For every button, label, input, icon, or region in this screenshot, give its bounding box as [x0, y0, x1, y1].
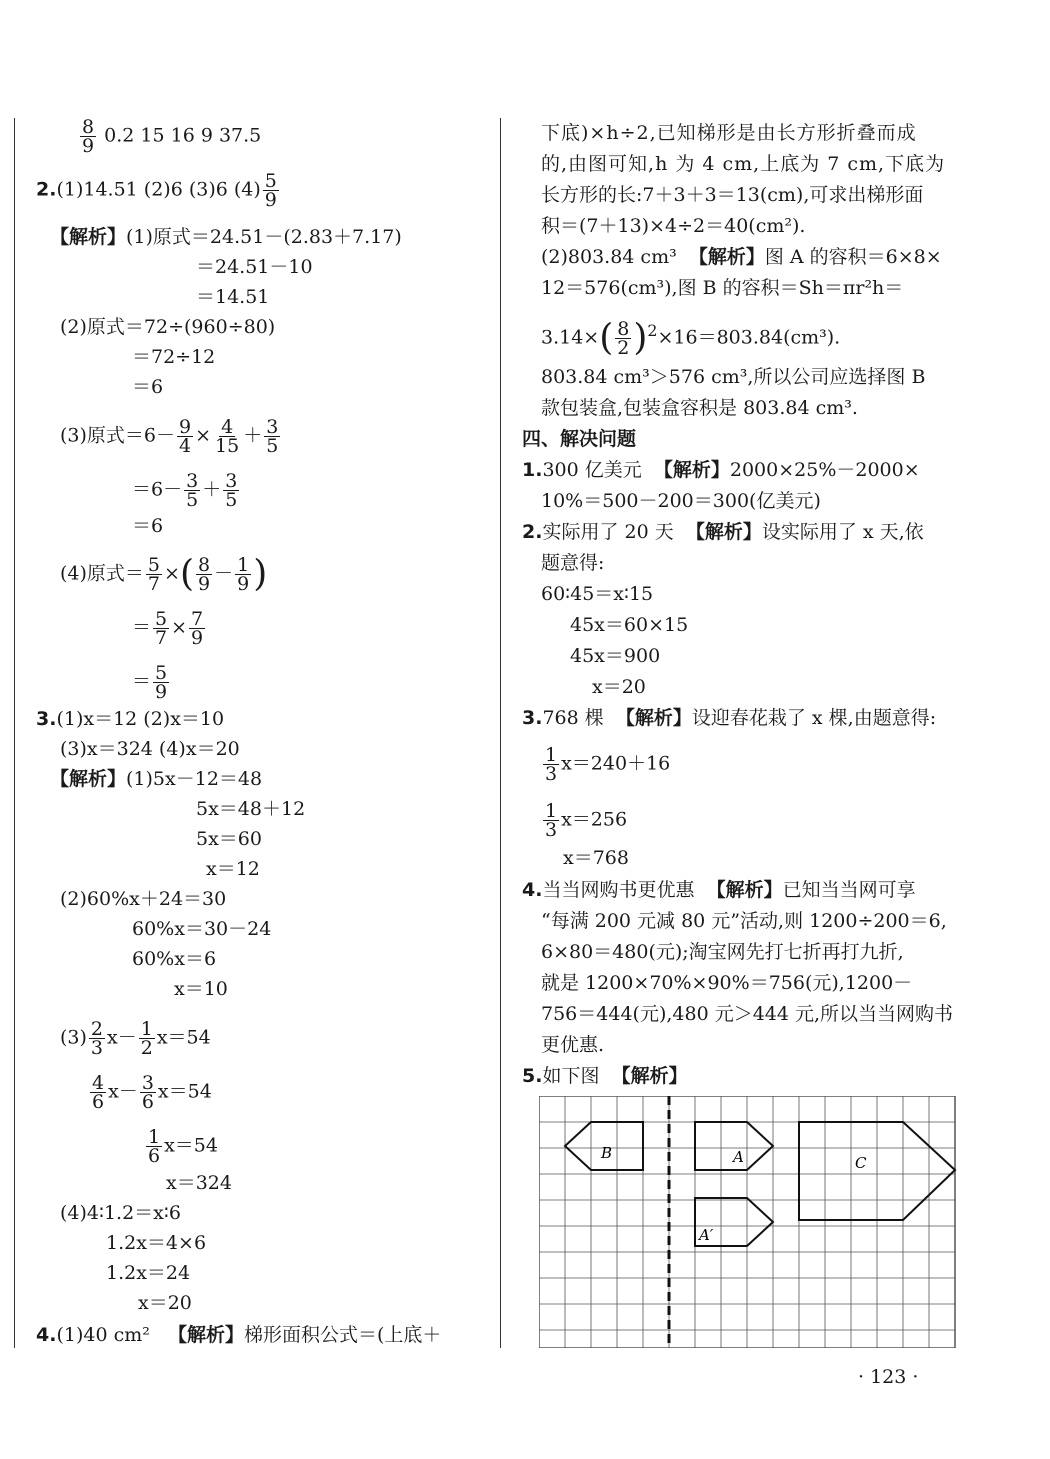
- r-line-9: 款包装盒,包装盒容积是 803.84 cm³.: [541, 397, 858, 419]
- q3-3-line-a: (3) $\frac{2}{3}$ x－ $\frac{1}{2}$ x＝54: [60, 1018, 211, 1059]
- r-line-4: 积＝(7＋13)×4÷2＝40(cm²).: [541, 215, 806, 237]
- p3-eq-3: x＝768: [563, 847, 629, 869]
- q4-answer: 4.(1)40 cm² 【解析】梯形面积公式＝(上底＋: [36, 1324, 442, 1346]
- q3-3-line-d: x＝324: [166, 1172, 232, 1194]
- p4-line-5: 756＝444(元),480 元＞444 元,所以当当网购书: [541, 1003, 954, 1025]
- q3-2-line-c: 60%x＝6: [132, 948, 217, 970]
- q2-2-line-b: ＝72÷12: [132, 346, 216, 368]
- label-b: B: [601, 1144, 613, 1162]
- q3-answer-2: (3)x＝324 (4)x＝20: [60, 738, 240, 760]
- label-c: C: [855, 1154, 867, 1172]
- r-line-2: 的,由图可知,h 为 4 cm,上底为 7 cm,下底为: [541, 153, 946, 175]
- q3-1-line-a: 【解析】(1)5x－12＝48: [50, 768, 263, 790]
- p4-line-2: “每满 200 元减 80 元”活动,则 1200÷200＝6,: [541, 910, 947, 932]
- p2-line-1: 2.实际用了 20 天 【解析】设实际用了 x 天,依: [522, 521, 924, 543]
- q3-4-line-d: x＝20: [138, 1292, 192, 1314]
- r-line-3: 长方形的长:7＋3＋3＝13(cm),可求出梯形面: [541, 184, 924, 206]
- q3-3-line-c: $\frac{1}{6}$ x＝54: [148, 1126, 218, 1167]
- q2-1-line-c: ＝14.51: [196, 286, 270, 308]
- p4-line-3: 6×80＝480(元);淘宝网先打七折再打九折,: [541, 941, 904, 963]
- q3-4-line-a: (4)4∶1.2＝x∶6: [60, 1202, 181, 1224]
- q2-2-line-a: (2)原式＝72÷(960÷80): [60, 316, 276, 338]
- grid-figure: [539, 1096, 959, 1348]
- q2-3-line-c: ＝6: [132, 515, 164, 537]
- q3-1-line-d: x＝12: [206, 858, 260, 880]
- r-line-8: 803.84 cm³＞576 cm³,所以公司应选择图 B: [541, 366, 926, 388]
- p3-line-1: 3.768 棵 【解析】设迎春花栽了 x 棵,由题意得:: [522, 707, 937, 729]
- q3-1-line-c: 5x＝60: [196, 828, 262, 850]
- column-divider: [500, 118, 501, 1348]
- q2-4-line-a: (4)原式＝ $\frac{5}{7}$ ×( $\frac{8}{9}$ － $\frac{1}{9}$ ): [60, 553, 268, 595]
- q2-3-line-a: (3)原式＝6－ $\frac{9}{4}$ × $\frac{4}{15}$ ＋ $\frac{3}{5}$: [60, 416, 279, 457]
- q2-4-line-c: ＝ $\frac{5}{9}$: [132, 662, 168, 703]
- q3-3-line-b: $\frac{4}{6}$ x－ $\frac{3}{6}$ x＝54: [92, 1072, 212, 1113]
- p4-line-1: 4.当当网购书更优惠 【解析】已知当当网可享: [522, 879, 916, 901]
- page-number: · 123 ·: [858, 1366, 919, 1388]
- q3-1-line-b: 5x＝48＋12: [196, 798, 306, 820]
- p3-eq-2: $\frac{1}{3}$ x＝256: [545, 800, 628, 841]
- p4-line-6: 更优惠.: [541, 1034, 605, 1056]
- p5-line-1: 5.如下图 【解析】: [522, 1065, 688, 1087]
- r-line-7: 3.14×( $\frac{8}{2}$ )$^2$×16＝803.84(cm³).: [541, 317, 841, 359]
- r-line-1: 下底)×h÷2,已知梯形是由长方形折叠而成: [541, 122, 917, 144]
- p2-eq-3: 45x＝900: [570, 645, 661, 667]
- p2-eq-4: x＝20: [592, 676, 646, 698]
- r-line-5: (2)803.84 cm³ 【解析】图 A 的容积＝6×8×: [541, 246, 942, 268]
- q2-4-line-b: ＝ $\frac{5}{7}$ × $\frac{7}{9}$: [132, 608, 204, 649]
- r-line-6: 12＝576(cm³),图 B 的容积＝Sh＝πr²h＝: [541, 277, 904, 299]
- q2-2-line-c: ＝6: [132, 376, 164, 398]
- p2-eq-1: 60∶45＝x∶15: [541, 583, 654, 605]
- q3-2-line-d: x＝10: [174, 978, 228, 1000]
- p1-line-1: 1.300 亿美元 【解析】2000×25%－2000×: [522, 459, 920, 481]
- p1-line-2: 10%＝500－200＝300(亿美元): [541, 490, 821, 512]
- line-1: $\frac{8}{9}$ 0.2 15 16 9 37.5: [82, 116, 262, 157]
- grid-lines: [539, 1096, 955, 1348]
- p2-eq-2: 45x＝60×15: [570, 614, 689, 636]
- section-4-title: 四、解决问题: [522, 428, 637, 450]
- left-margin-line: [14, 118, 15, 1348]
- q2-1-line-a: 【解析】(1)原式＝24.51－(2.83＋7.17): [50, 226, 402, 248]
- p2-line-2: 题意得:: [541, 552, 605, 574]
- q3-answer-1: 3.(1)x＝12 (2)x＝10: [36, 708, 225, 730]
- fraction: $\frac{8}{9}$: [82, 116, 95, 157]
- q3-2-line-a: (2)60%x＋24＝30: [60, 888, 227, 910]
- p3-eq-1: $\frac{1}{3}$ x＝240＋16: [545, 744, 671, 785]
- q2-answer: 2.(1)14.51 (2)6 (3)6 (4) $\frac{5}{9}$: [36, 170, 277, 211]
- label-a-prime: A′: [699, 1226, 714, 1244]
- q2-3-line-b: ＝6－ $\frac{3}{5}$ ＋ $\frac{3}{5}$: [132, 470, 238, 511]
- label-a: A: [733, 1148, 744, 1166]
- q3-2-line-b: 60%x＝30－24: [132, 918, 272, 940]
- q3-4-line-c: 1.2x＝24: [106, 1262, 191, 1284]
- q2-1-line-b: ＝24.51－10: [196, 256, 313, 278]
- q3-4-line-b: 1.2x＝4×6: [106, 1232, 207, 1254]
- p4-line-4: 就是 1200×70%×90%＝756(元),1200－: [541, 972, 913, 994]
